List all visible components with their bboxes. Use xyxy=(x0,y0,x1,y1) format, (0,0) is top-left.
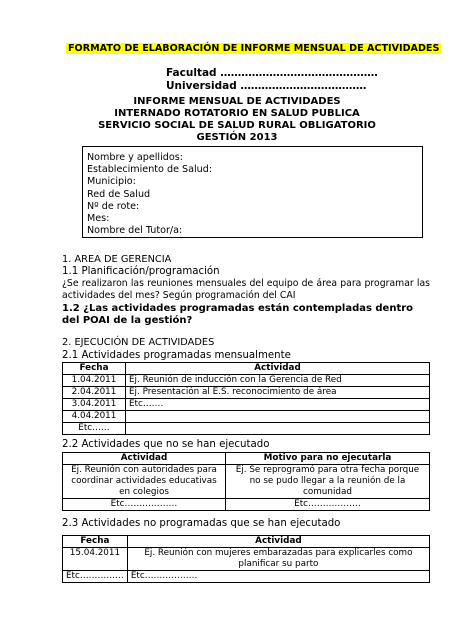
facultad-line: Facultad ……………………………………… xyxy=(166,67,378,79)
table-row xyxy=(63,571,430,583)
field-red-salud: Red de Salud xyxy=(87,188,151,200)
info-box xyxy=(82,146,423,238)
table1-header-fecha: Fecha xyxy=(63,363,126,375)
report-heading-2: INTERNADO ROTATORIO EN SALUD PUBLICA xyxy=(114,108,360,119)
table1-cell: 1.04.2011 xyxy=(63,375,126,387)
table3-cell: Etc…………… xyxy=(63,571,128,583)
field-tutor: Nombre del Tutor/a: xyxy=(87,225,183,237)
section2-sub2: 2.2 Actividades que no se han ejecutado xyxy=(62,439,270,450)
table-row xyxy=(63,548,430,571)
table1-cell: 3.04.2011 xyxy=(63,399,126,411)
field-nombre: Nombre y apellidos: xyxy=(87,152,183,163)
table-not-executed xyxy=(62,452,430,511)
table-row xyxy=(63,375,430,387)
report-heading-4: GESTIÓN 2013 xyxy=(196,132,278,143)
section2-heading: 2. EJECUCIÓN DE ACTIVIDADES xyxy=(62,337,215,348)
table1-cell xyxy=(126,423,430,435)
table3-cell: Etc……………… xyxy=(127,571,429,583)
table3-header-fecha: Fecha xyxy=(63,536,128,548)
table3-header-actividad: Actividad xyxy=(127,536,429,548)
field-municipio: Municipio: xyxy=(87,176,136,188)
table2-cell: Ej. Reunión con autoridades para coordinar actividades educativas en colegios xyxy=(63,465,226,499)
section1-sub1: 1.1 Planificación/programación xyxy=(62,266,220,277)
document-title: FORMATO DE ELABORACIÓN DE INFORME MENSUAL DE ACTIVIDADES xyxy=(68,43,440,54)
table3-cell: Ej. Reunión con mujeres embarazadas para explicarles como planificar su parto xyxy=(127,548,429,571)
table2-cell: Ej. Se reprogramó para otra fecha porque no se pudo llegar a la reunión de la comunidad xyxy=(226,465,430,499)
section1-sub2: 1.2 ¿Las actividades programadas están contempladas dentro del POAI de la gestión? xyxy=(62,303,414,326)
table2-header-motivo: Motivo para no ejecutarla xyxy=(226,453,430,465)
table-programmed xyxy=(62,362,430,435)
universidad-line: Universidad ……………………………… xyxy=(166,80,367,92)
section1-heading: 1. AREA DE GERENCIA xyxy=(62,254,172,265)
table-row xyxy=(63,499,430,511)
table1-cell: 2.04.2011 xyxy=(63,387,126,399)
table1-cell: Ej. Presentación al E.S. reconocimiento de área xyxy=(126,387,430,399)
table2-header-actividad: Actividad xyxy=(63,453,226,465)
section1-paragraph: ¿Se realizaron las reuniones mensuales del equipo de área para programar las actividades del mes? Según programación del CAI xyxy=(62,278,430,301)
report-heading-1: INFORME MENSUAL DE ACTIVIDADES xyxy=(133,96,341,107)
table1-cell xyxy=(126,411,430,423)
table1-header-actividad: Actividad xyxy=(126,363,430,375)
table1-cell: Etc…… xyxy=(63,423,126,435)
field-mes: Mes: xyxy=(87,213,110,225)
table3-cell: 15.04.2011 xyxy=(63,548,128,571)
field-establecimiento: Establecimiento de Salud: xyxy=(87,164,213,176)
table-row xyxy=(63,387,430,399)
section2-sub1: 2.1 Actividades programadas mensualmente xyxy=(62,350,291,361)
table2-cell: Etc……………… xyxy=(226,499,430,511)
field-rote: Nº de rote: xyxy=(87,200,140,212)
table-row xyxy=(63,399,430,411)
table1-cell: Ej. Reunión de inducción con la Gerencia de Red xyxy=(126,375,430,387)
table-not-programmed xyxy=(62,535,430,583)
table-row xyxy=(63,465,430,499)
table1-cell: Etc……. xyxy=(126,399,430,411)
table2-cell: Etc……………… xyxy=(63,499,226,511)
section2-sub3: 2.3 Actividades no programadas que se han ejecutado xyxy=(62,518,341,529)
table1-cell: 4.04.2011 xyxy=(63,411,126,423)
table-row xyxy=(63,423,430,435)
report-heading-3: SERVICIO SOCIAL DE SALUD RURAL OBLIGATORIO xyxy=(98,120,376,131)
table-row xyxy=(63,411,430,423)
